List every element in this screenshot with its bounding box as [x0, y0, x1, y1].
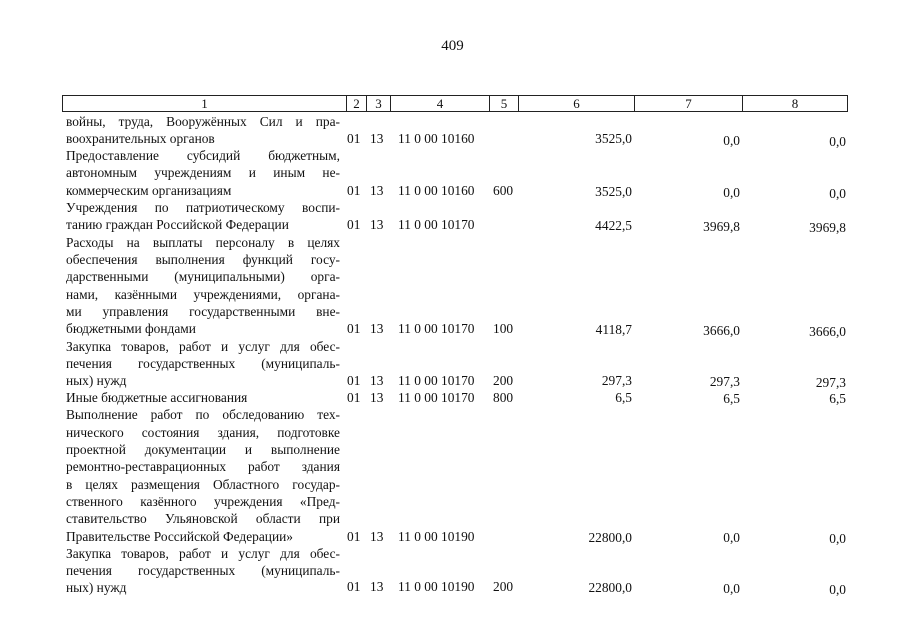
cell-section: 01: [347, 373, 361, 388]
cell-section: 01: [347, 321, 361, 336]
cell-section: 01: [347, 390, 361, 405]
cell-expense-type: 600: [493, 183, 514, 198]
description-line: Расходы на выплаты персоналу в целях: [66, 235, 340, 250]
cell-target-article: 11 0 00 10170: [398, 217, 475, 232]
cell-amount-col7: 6,5: [723, 391, 740, 406]
cell-amount-col8: 0,0: [829, 134, 846, 149]
description-line: Выполнение работ по обследованию тех-: [66, 407, 340, 422]
cell-amount-col6: 22800,0: [588, 580, 632, 595]
header-col-7: 7: [634, 96, 742, 111]
cell-target-article: 11 0 00 10190: [398, 579, 475, 594]
cell-amount-col6: 3525,0: [595, 131, 632, 146]
cell-amount-col7: 0,0: [723, 530, 740, 545]
description-line: нами, казёнными учреждениями, органа-: [66, 287, 340, 302]
description-line: воохранительных органов: [66, 131, 215, 146]
description-line: танию граждан Российской Федерации: [66, 217, 289, 232]
table-header: [62, 95, 848, 112]
cell-amount-col7: 3666,0: [703, 323, 740, 338]
cell-amount-col6: 4118,7: [595, 322, 632, 337]
cell-section: 01: [347, 131, 361, 146]
header-col-4: 4: [390, 96, 489, 111]
description-line: Иные бюджетные ассигнования: [66, 390, 248, 405]
cell-target-article: 11 0 00 10160: [398, 131, 475, 146]
cell-subsection: 13: [370, 390, 384, 405]
cell-amount-col7: 0,0: [723, 185, 740, 200]
cell-amount-col7: 297,3: [709, 374, 740, 389]
description-line: в целях размещения Областного государ-: [66, 477, 340, 492]
cell-expense-type: 200: [493, 373, 514, 388]
header-col-2: 2: [346, 96, 366, 111]
description-line: коммерческим организациям: [66, 183, 232, 198]
cell-section: 01: [347, 183, 361, 198]
header-col-3: 3: [366, 96, 390, 111]
description-line: обеспечения выполнения функций госу-: [66, 252, 340, 267]
description-line: ных) нужд: [66, 580, 127, 595]
cell-expense-type: 100: [493, 321, 514, 336]
cell-target-article: 11 0 00 10160: [398, 183, 475, 198]
header-col-1: 1: [201, 96, 208, 111]
cell-section: 01: [347, 579, 361, 594]
description-line: дарственными (муниципальными) орга-: [66, 269, 340, 284]
cell-amount-col6: 3525,0: [595, 184, 632, 199]
cell-amount-col7: 0,0: [723, 133, 740, 148]
cell-target-article: 11 0 00 10170: [398, 390, 475, 405]
cell-amount-col8: 0,0: [829, 186, 846, 201]
description-line: печения государственных (муниципаль-: [66, 356, 340, 371]
description-line: проектной документации и выполнение: [66, 442, 340, 457]
cell-amount-col8: 3666,0: [809, 324, 846, 339]
cell-amount-col7: 3969,8: [703, 219, 740, 234]
header-col-8: 8: [742, 96, 847, 111]
description-line: Предоставление субсидий бюджетным,: [66, 148, 340, 163]
cell-amount-col8: 297,3: [815, 375, 846, 390]
description-line: войны, труда, Вооружённых Сил и пра-: [66, 114, 340, 129]
cell-expense-type: 800: [493, 390, 514, 405]
description-line: автономным учреждениям и иным не-: [66, 165, 340, 180]
cell-subsection: 13: [370, 217, 384, 232]
cell-amount-col8: 6,5: [829, 391, 846, 406]
cell-section: 01: [347, 529, 361, 544]
description-line: Закупка товаров, работ и услуг для обес-: [66, 339, 340, 354]
cell-amount-col8: 0,0: [829, 531, 846, 546]
cell-expense-type: 200: [493, 579, 514, 594]
description-line: Правительстве Российской Федерации»: [66, 529, 293, 544]
cell-subsection: 13: [370, 529, 384, 544]
cell-section: 01: [347, 217, 361, 232]
cell-amount-col8: 3969,8: [809, 220, 846, 235]
description-line: ных) нужд: [66, 373, 127, 388]
cell-amount-col8: 0,0: [829, 582, 846, 597]
description-line: печения государственных (муниципаль-: [66, 563, 340, 578]
description-line: ственного казённого учреждения «Пред-: [66, 494, 340, 509]
description-line: нического состояния здания, подготовке: [66, 425, 340, 440]
cell-amount-col6: 6,5: [615, 390, 632, 405]
cell-subsection: 13: [370, 373, 384, 388]
description-line: ставительство Ульяновской области при: [66, 511, 340, 526]
header-col-6: 6: [518, 96, 634, 111]
cell-amount-col7: 0,0: [723, 581, 740, 596]
cell-subsection: 13: [370, 579, 384, 594]
cell-amount-col6: 297,3: [601, 373, 632, 388]
cell-amount-col6: 4422,5: [595, 218, 632, 233]
cell-target-article: 11 0 00 10170: [398, 373, 475, 388]
description-line: бюджетными фондами: [66, 321, 196, 336]
cell-target-article: 11 0 00 10170: [398, 321, 475, 336]
cell-subsection: 13: [370, 321, 384, 336]
header-col-5: 5: [489, 96, 518, 111]
description-line: ми управления государственными вне-: [66, 304, 340, 319]
cell-target-article: 11 0 00 10190: [398, 529, 475, 544]
cell-subsection: 13: [370, 183, 384, 198]
cell-subsection: 13: [370, 131, 384, 146]
description-line: Закупка товаров, работ и услуг для обес-: [66, 546, 340, 561]
page-number: 409: [441, 38, 464, 54]
description-line: Учреждения по патриотическому воспи-: [66, 200, 340, 215]
cell-amount-col6: 22800,0: [588, 530, 632, 545]
description-line: ремонтно-реставрационных работ здания: [66, 459, 340, 474]
